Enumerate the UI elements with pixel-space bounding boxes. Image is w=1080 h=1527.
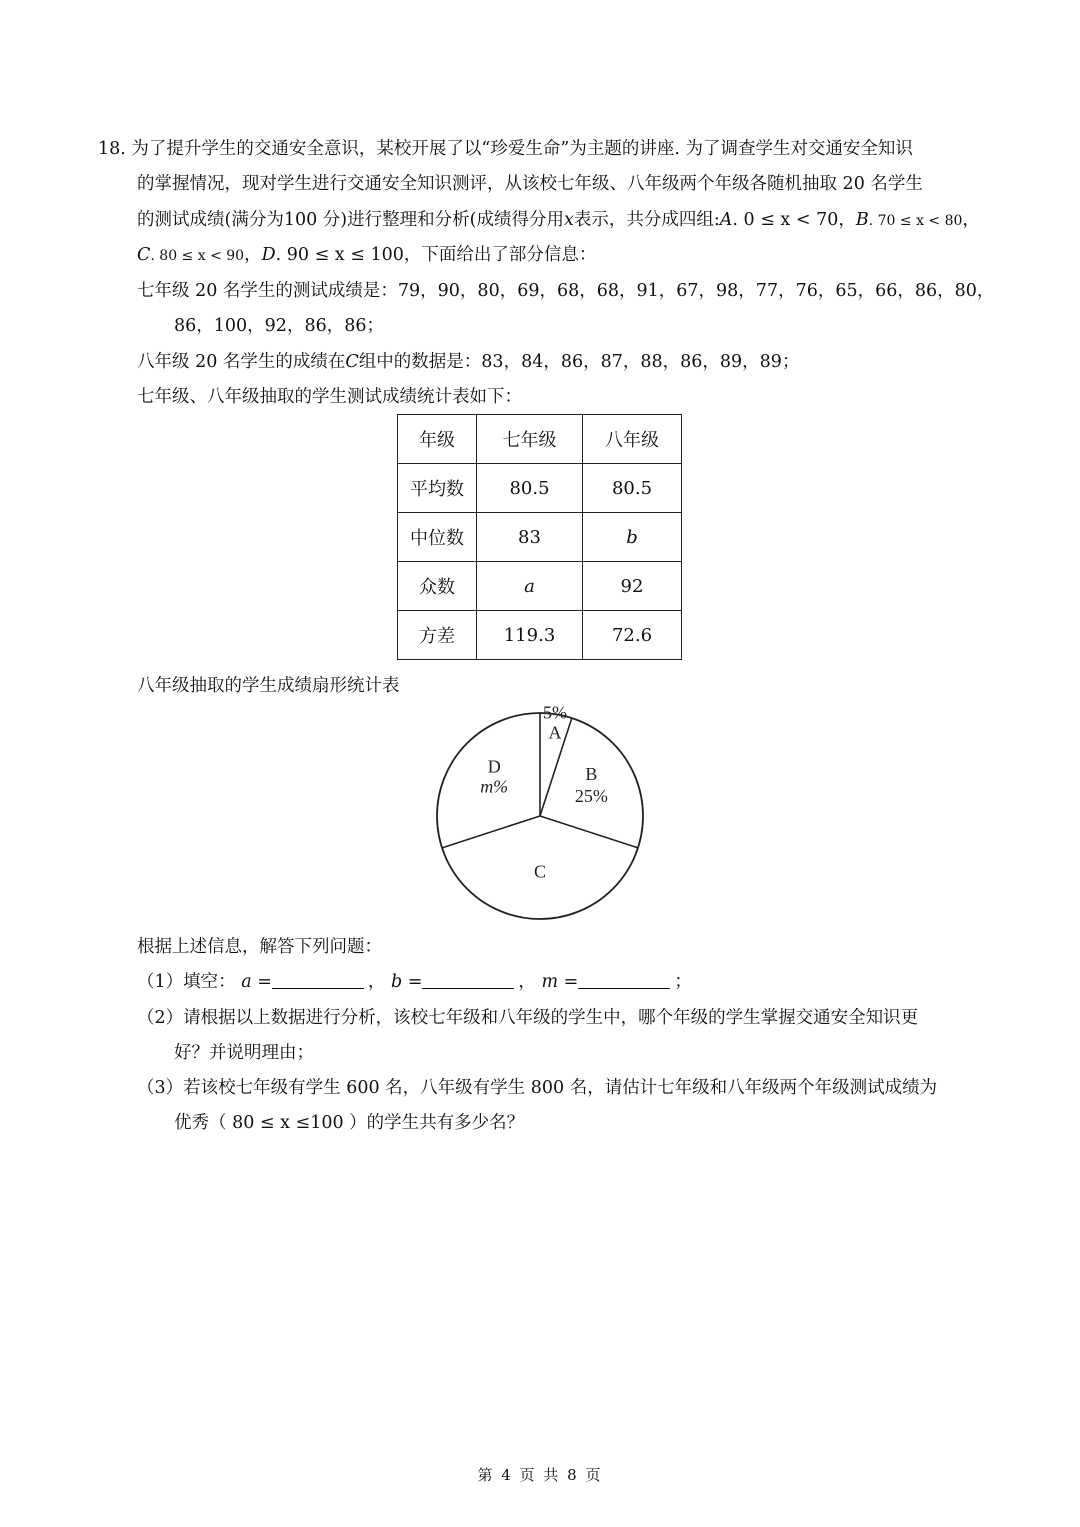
q1-line <box>137 970 692 994</box>
pie-slice-label-c: C <box>533 861 547 882</box>
pie-separator-line <box>442 816 540 848</box>
grade7-scores-text-2: 86，100，92，86，86； <box>174 316 384 336</box>
question-text-3a: 的测试成绩(满分为100 分)进行整理和分析(成绩得分用 <box>137 210 564 230</box>
grade8-c-group-line <box>137 350 799 374</box>
q3-line-1 <box>137 1076 937 1100</box>
question-number: 18. <box>98 139 126 159</box>
pie-intro-line <box>137 674 400 698</box>
table-intro-text: 七年级、八年级抽取的学生测试成绩统计表如下： <box>137 387 522 407</box>
question-text-1: 为了提升学生的交通安全意识，某校开展了以“珍爱生命”为主题的讲座. 为了调查学生对交通安全知识 <box>131 139 913 159</box>
table-header-cell: 年级 <box>398 415 477 464</box>
question-text-3b: 表示，共分成四组: <box>573 210 720 230</box>
q1-b-blank[interactable] <box>422 970 514 989</box>
pie-slice-value-d: m% <box>480 776 509 797</box>
q1-m-blank[interactable] <box>578 970 670 989</box>
table-cell: 72.6 <box>583 611 682 660</box>
table-row <box>398 562 682 611</box>
q1-m-label: m = <box>541 972 579 992</box>
table-cell: 83 <box>477 513 583 562</box>
variable-x: x <box>563 210 574 230</box>
table-cell: 方差 <box>398 611 477 660</box>
q1-sep-2: ， <box>518 972 536 992</box>
pie-separator-line <box>540 816 638 848</box>
q1-b-label: b = <box>390 972 423 992</box>
grade7-scores-line-1 <box>137 279 994 303</box>
question-text-2: 的掌握情况，现对学生进行交通安全知识测评，从该校七年级、八年级两个年级各随机抽取 20 名学生 <box>137 174 923 194</box>
question-line-3: 的测试成绩(满分为100 分)进行整理和分析(成绩得分用x表示，共分成四组:A. 0 ≤ x < 70，B. 70 ≤ x < 80， <box>137 210 980 230</box>
table-header-cell: 七年级 <box>477 415 583 464</box>
group-d-label: D <box>261 245 276 265</box>
pie-intro-text: 八年级抽取的学生成绩扇形统计表 <box>137 676 400 696</box>
q2-text-2: 好？并说明理由； <box>174 1043 314 1063</box>
answers-intro-line <box>137 935 382 959</box>
grade8-c-text-post: 组中的数据是：83，84，86，87，88，86，89，89； <box>358 352 800 372</box>
table-cell: b <box>583 513 682 562</box>
grade7-scores-text-1: 七年级 20 名学生的测试成绩是：79，90，80，69，68，68，91，67，98，77，76，65，66，86，80， <box>137 281 995 301</box>
grade8-c-variable: C <box>345 352 359 372</box>
grade8-c-text-pre: 八年级 20 名学生的成绩在 <box>137 352 346 372</box>
pie-slice-label-a: A <box>548 722 562 743</box>
q1-sep-1: ， <box>367 972 386 992</box>
table-intro-line <box>137 385 522 409</box>
table-cell: 中位数 <box>398 513 477 562</box>
table-cell: 119.3 <box>477 611 583 660</box>
table-cell: 80.5 <box>583 464 682 513</box>
q1-a-blank[interactable] <box>272 970 364 989</box>
pie-slice-label-b: B <box>585 763 598 784</box>
table-row <box>398 513 682 562</box>
q2-text-1: （2）请根据以上数据进行分析，该校七年级和八年级的学生中，哪个年级的学生掌握交通安全知识更 <box>137 1008 919 1028</box>
q1-a-label: a = <box>241 972 272 992</box>
group-c-range: . 80 ≤ x < 90 <box>150 248 245 264</box>
q3-line-2 <box>174 1111 524 1135</box>
question-line-4: C. 80 ≤ x < 90，D. 90 ≤ x ≤ 100，下面给出了部分信息： <box>137 245 597 265</box>
pie-slice-label-d: D <box>487 756 501 777</box>
table-cell: a <box>477 562 583 611</box>
q3-text-2: 优秀（ 80 ≤ x ≤100 ）的学生共有多少名？ <box>174 1113 525 1133</box>
pie-chart <box>430 706 650 926</box>
table-row <box>398 464 682 513</box>
group-d-range: . 90 ≤ x ≤ 100 <box>275 245 404 265</box>
answers-intro-text: 根据上述信息，解答下列问题： <box>137 937 382 957</box>
pie-slice-value-a: 5% <box>543 706 567 723</box>
table-row <box>398 611 682 660</box>
stats-table <box>397 414 682 660</box>
question-line-2 <box>137 172 923 196</box>
table-header-cell: 八年级 <box>583 415 682 464</box>
q1-prefix: （1）填空： <box>137 972 236 992</box>
q1-end: ； <box>674 972 692 992</box>
grade7-scores-line-2 <box>174 314 384 338</box>
group-b-range: . 70 ≤ x < 80 <box>868 213 963 229</box>
table-cell: 众数 <box>398 562 477 611</box>
q3-text-1: （3）若该校七年级有学生 600 名，八年级有学生 800 名，请估计七年级和八年级两个年级测试成绩为 <box>137 1078 938 1098</box>
question-text-4b: ，下面给出了部分信息： <box>403 245 597 265</box>
group-a-range: . 0 ≤ x < 70 <box>732 210 839 230</box>
group-b-label: B <box>855 210 869 230</box>
q2-line-1 <box>137 1006 918 1030</box>
table-header-row <box>398 415 682 464</box>
table-cell: 80.5 <box>477 464 583 513</box>
group-c-label: C <box>137 245 151 265</box>
pie-slice-value-b: 25% <box>574 785 608 806</box>
question-line-1 <box>98 137 913 161</box>
page-number: 第 4 页 共 8 页 <box>477 1466 603 1484</box>
group-a-label: A <box>719 210 733 230</box>
q2-line-2 <box>174 1041 314 1065</box>
table-cell: 平均数 <box>398 464 477 513</box>
page-footer <box>0 1464 1080 1485</box>
table-cell: 92 <box>583 562 682 611</box>
